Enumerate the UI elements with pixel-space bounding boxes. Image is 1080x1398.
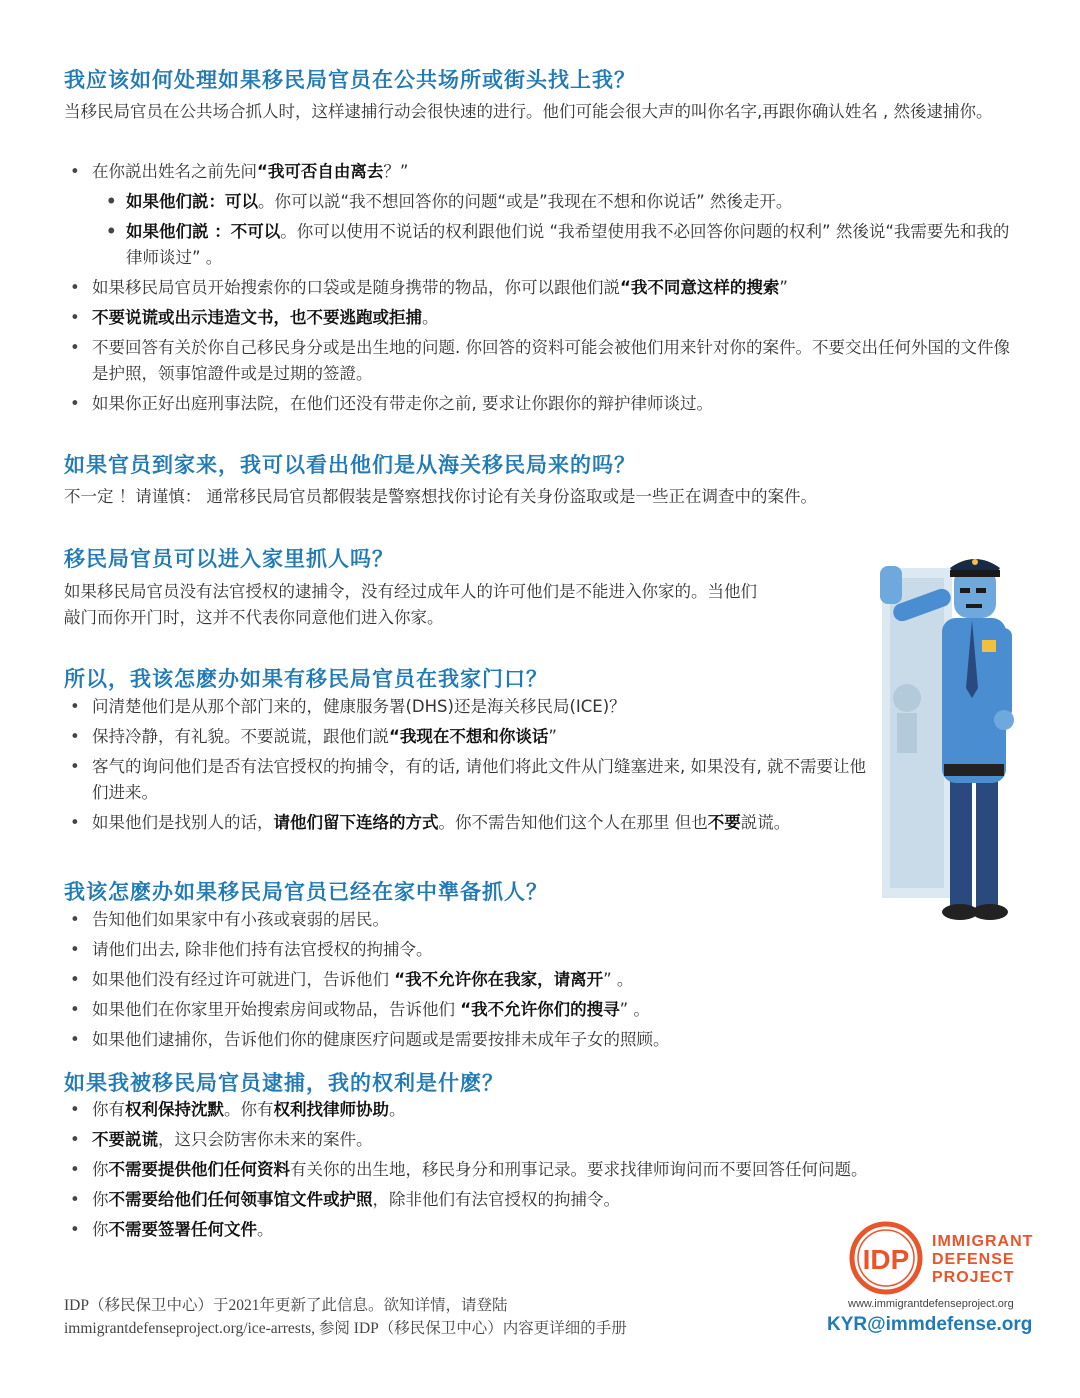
section-heading-enter-home: 移民局官员可以进入家里抓人吗？ [64,547,394,571]
section-text-identify: 不一定 ！请谨慎： 通常移民局官员都假装是警察想找你讨论有关身份盗取或是一些正在调查中的案件。 [64,487,817,506]
footer-link[interactable]: immigrantdefenseproject.org/ice-arrests, 参阅 IDP（移民保卫中心）内容更详细的手册 [64,1320,627,1337]
section-heading-public: 我应该如何处理如果移民局官员在公共场所或街头找上我？ [64,68,636,92]
logo-name-line1: IMMIGRANT [932,1233,1034,1250]
logo-url[interactable]: www.immigrantdefenseproject.org [848,1298,1014,1310]
list-item: • 你有权利保持沈默。你有权利找律师协助。 [64,1097,1014,1123]
list-item: • 不要说谎或出示违造文书，也不要逃跑或拒捕。 [64,305,1014,331]
section-heading-at-door: 所以，我该怎麽办如果有移民局官员在我家门口？ [64,667,548,691]
list-item: • 如果他们没有经过许可就进门，告诉他们 “我不允许你在我家，请离开” 。 [64,967,1014,993]
list-item: • 你不需要给他们任何领事馆文件或护照，除非他们有法官授权的拘捕令。 [64,1187,1014,1213]
logo-name-line3: PROJECT [932,1269,1015,1286]
list-item: • 请他们出去, 除非他们持有法官授权的拘捕令。 [64,937,1014,963]
section-intro-public: 当移民局官员在公共场合抓人时，这样逮捕行动会很快速的进行。他们可能会很大声的叫你名字,再跟你确认姓名 , 然後逮捕你。 [64,102,993,121]
logo-mark: IDP [862,1244,910,1275]
list-item: • 告知他们如果家中有小孩或衰弱的居民。 [64,907,1014,933]
list-item: • 保持冷静，有礼貌。不要説谎，跟他们説“我现在不想和你谈话” [64,724,894,750]
section-text-enter-home: 如果移民局官员没有法官授权的逮捕令，没有经过成年人的许可他们是不能进入你家的。当他们 敲门而你开门时，这并不代表你同意他们进入你家。 [64,582,757,627]
section-heading-identify: 如果官员到家来，我可以看出他们是从海关移民局来的吗？ [64,453,636,477]
list-item: • 如果移民局官员开始搜索你的口袋或是随身携带的物品，你可以跟他们説“我不同意这样的搜索” [64,275,1014,301]
footer-note: IDP（移民保卫中心）于2021年更新了此信息。欲知详情，请登陆 immigrantdefenseproject.org/ice-arrests, 参阅 IDP（移民保卫中心）内容更详细的手册 [64,1297,627,1337]
list-item: • 如果他们逮捕你，告诉他们你的健康医疗问题或是需要按排未成年子女的照顾。 [64,1027,1014,1053]
list-item: • 如果他们説：可以。你可以説“我不想回答你的问题“或是”我现在不想和你说话” 然後走开。 [64,189,1014,215]
list-item: • 不要回答有关於你自己移民身分或是出生地的问题. 你回答的资料可能会被他们用来针对你的案件。不要交出任何外国的文件像是护照，领事馆證件或是过期的签證。 [64,335,1014,387]
list-item: • 问清楚他们是从那个部门来的，健康服务署(DHS)还是海关移民局(ICE)？ [64,694,894,720]
list-item: • 在你説出姓名之前先问“我可否自由离去？” [64,159,1014,185]
section-heading-inside-home: 我该怎麽办如果移民局官员已经在家中準备抓人？ [64,880,548,904]
list-item: • 你不需要提供他们任何资料有关你的出生地，移民身分和刑事记录。要求找律师询问而不要回答任何问题。 [64,1157,1014,1183]
logo-name-line2: DEFENSE [932,1251,1015,1268]
officer-illustration [872,548,1022,928]
list-at-door [64,694,894,836]
list-item: • 不要説谎，这只会防害你未来的案件。 [64,1127,1014,1153]
contact-email[interactable]: KYR@immdefense.org [827,1314,1033,1335]
list-inside-home [64,907,1014,1053]
list-item: • 客气的询问他们是否有法官授权的拘捕令，有的话, 请他们将此文件从门缝塞进来, 如果没有, 就不需要让他们进来。 [64,754,882,806]
list-item: • 如果他们在你家里开始搜索房间或物品，告诉他们 “我不允许你们的搜寻” 。 [64,997,1014,1023]
list-item: • 你不需要签署任何文件。 [64,1217,1014,1243]
list-item: • 如果他们是找别人的话，请他们留下连络的方式。你不需告知他们这个人在那里 但也不要説谎。 [64,810,1022,836]
list-item: • 如果他们説 ：不可以。你可以使用不说话的权利跟他们说 “我希望使用我不必回答你问题的权利” 然後说“我需要先和我的律师谈过” 。 [64,219,1014,271]
list-public [64,159,1014,417]
section-heading-rights: 如果我被移民局官员逮捕，我的权利是什麽？ [64,1071,504,1095]
list-item: • 如果你正好出庭刑事法院，在他们还没有带走你之前, 要求让你跟你的辩护律师谈过。 [64,391,1014,417]
